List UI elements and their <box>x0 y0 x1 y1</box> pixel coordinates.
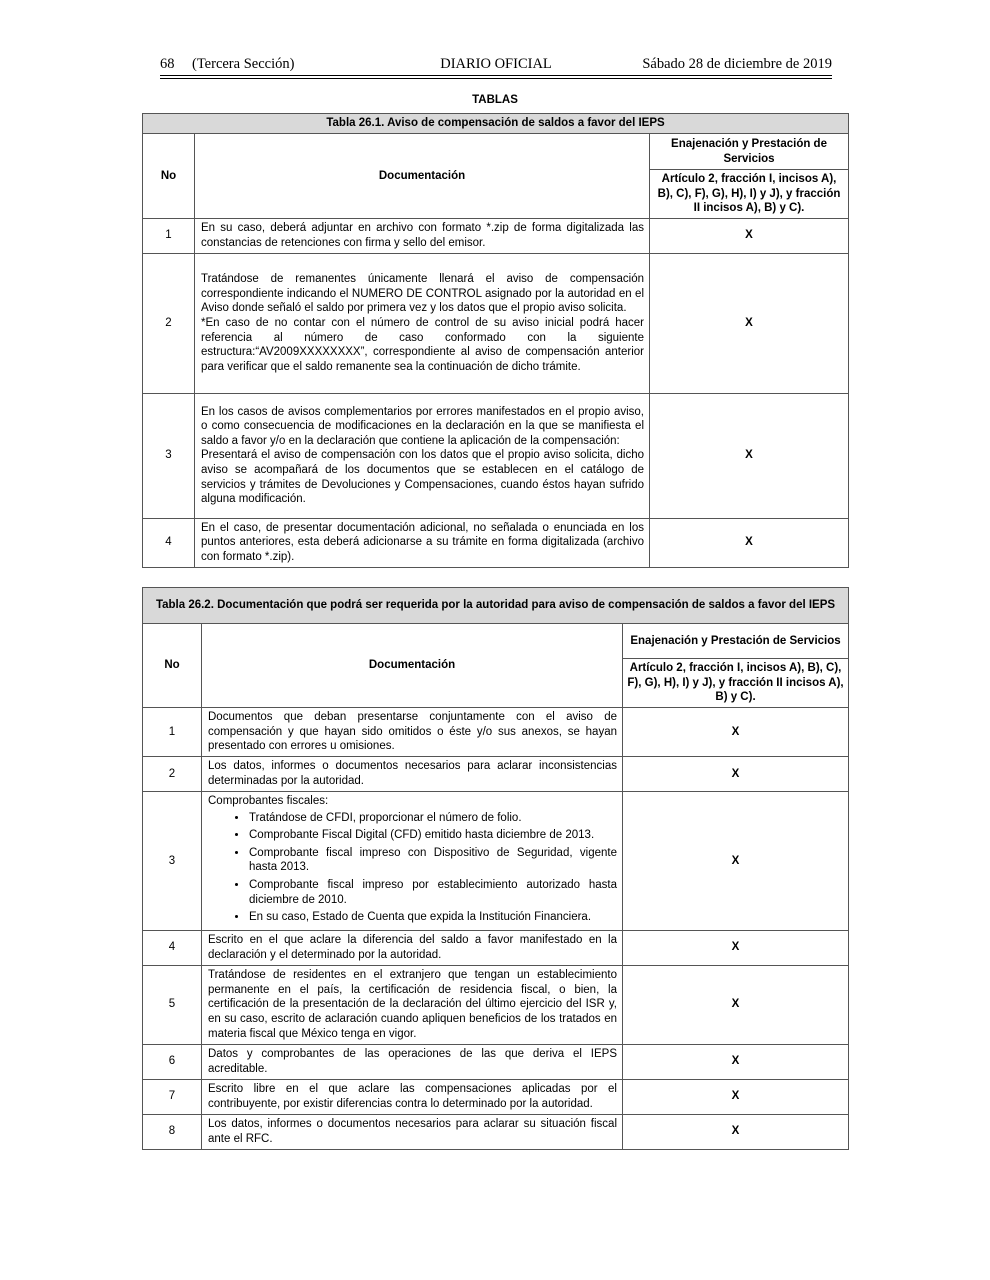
row-mark: X <box>650 518 849 567</box>
list-item: • En su caso, Estado de Cuenta que expida la Institución Financiera. <box>248 910 617 925</box>
table-26-1 <box>142 113 849 568</box>
row-documentation <box>195 253 650 393</box>
column-header-documentacion: Documentación <box>195 134 650 219</box>
row-documentation: Documentos que deban presentarse conjuntamente con el aviso de compensación y que hayan sido omitidos o éste y/o sus anexos, se hayan presentado con errores u omisiones. <box>202 708 623 757</box>
section-title: TABLAS <box>472 94 518 106</box>
table-row <box>143 708 849 757</box>
row-paragraph: Comprobantes fiscales: <box>208 795 329 807</box>
row-paragraph: *En caso de no contar con el número de control de su aviso inicial podrá hacer referencia al número de caso conformado con la siguiente estructura:“AV2009XXXXXXXX”, correspondiente al aviso de compensación anterior para verificar que el saldo remanente sea la continuación de dicho trámite. <box>201 316 644 373</box>
row-paragraph: En el caso, de presentar documentación adicional, no señalada o enunciada en los puntos anteriores, esta deberá adicionarse a su trámite en forma digitalizada (archivo con formato *.zip). <box>201 521 644 564</box>
row-number: 1 <box>143 218 195 253</box>
list-item: • Comprobante fiscal impreso por establecimiento autorizado hasta diciembre de 2010. <box>248 878 617 907</box>
row-documentation: Escrito en el que aclare la diferencia del saldo a favor manifestado en la declaración y el determinado por la autoridad. <box>202 930 623 965</box>
row-mark: X <box>650 253 849 393</box>
row-number: 2 <box>143 757 202 792</box>
header-rule-top <box>160 75 832 76</box>
row-documentation: Datos y comprobantes de las operaciones de las que deriva el IEPS acreditable. <box>202 1044 623 1079</box>
page-number: 68 <box>160 56 175 72</box>
table-caption: Tabla 26.1. Aviso de compensación de saldos a favor del IEPS <box>143 114 849 134</box>
row-mark: X <box>623 1079 849 1114</box>
row-mark: X <box>623 708 849 757</box>
row-mark: X <box>623 757 849 792</box>
row-documentation <box>195 393 650 518</box>
column-group-header: Enajenación y Prestación de Servicios <box>650 134 849 170</box>
row-documentation <box>195 218 650 253</box>
table-row <box>143 218 849 253</box>
publication-name: DIARIO OFICIAL <box>440 56 552 72</box>
list-item: • Comprobante Fiscal Digital (CFD) emitido hasta diciembre de 2013. <box>248 828 617 843</box>
page-header <box>160 56 832 76</box>
list-item: • Comprobante fiscal impreso con Dispositivo de Seguridad, vigente hasta 2013. <box>248 846 617 875</box>
column-header-no: No <box>143 134 195 219</box>
column-header-no: No <box>143 624 202 708</box>
row-number: 2 <box>143 253 195 393</box>
row-number: 3 <box>143 393 195 518</box>
row-mark: X <box>623 1114 849 1149</box>
table-row <box>143 930 849 965</box>
table-row <box>143 1044 849 1079</box>
row-number: 1 <box>143 708 202 757</box>
row-documentation: Escrito libre en el que aclare las compensaciones aplicadas por el contribuyente, por existir diferencias contra lo determinado por la autoridad. <box>202 1079 623 1114</box>
row-number: 4 <box>143 930 202 965</box>
row-documentation <box>195 518 650 567</box>
row-documentation: Tratándose de residentes en el extranjero que tengan un establecimiento permanente en el país, la certificación de residencia fiscal, o bien, la certificación de la presentación de la declaración del último ejercicio del ISR y, en su caso, escrito de aclaración cuando apliquen beneficios de los tratados en materia fiscal que México tenga en vigor. <box>202 965 623 1044</box>
row-number: 4 <box>143 518 195 567</box>
table-26-2 <box>142 587 849 1150</box>
header-rule-bottom <box>160 78 832 79</box>
column-subheader: Artículo 2, fracción I, incisos A), B), C), F), G), H), I) y J), y fracción II incisos A), B) y C). <box>623 659 849 708</box>
table-caption: Tabla 26.2. Documentación que podrá ser requerida por la autoridad para aviso de compensación de saldos a favor del IEPS <box>143 588 849 624</box>
table-row <box>143 965 849 1044</box>
list-item: • Tratándose de CFDI, proporcionar el número de folio. <box>248 811 617 826</box>
row-mark: X <box>623 930 849 965</box>
row-documentation: Los datos, informes o documentos necesarios para aclarar inconsistencias determinadas por la autoridad. <box>202 757 623 792</box>
row-mark: X <box>623 1044 849 1079</box>
row-number: 3 <box>143 792 202 931</box>
table-row <box>143 1079 849 1114</box>
column-group-header: Enajenación y Prestación de Servicios <box>623 624 849 659</box>
row-paragraph: Tratándose de remanentes únicamente llenará el aviso de compensación correspondiente indicando el NUMERO DE CONTROL asignado por la autoridad en el Aviso donde señaló el saldo por primera vez y los datos que el propio aviso solicita. <box>201 273 644 315</box>
row-paragraph: Presentará el aviso de compensación con los datos que el propio aviso solicita, dicho aviso se acompañará de los documentos que se establecen en el catálogo de servicios y trámites de Devoluciones y Compensaciones, cuando éstos hayan sufrido alguna modificación. <box>201 449 644 506</box>
row-mark: X <box>650 218 849 253</box>
row-mark: X <box>623 965 849 1044</box>
section-label: (Tercera Sección) <box>192 56 295 72</box>
row-paragraph: En su caso, deberá adjuntar en archivo con formato *.zip de forma digitalizada las constancias de retenciones con firma y sello del emisor. <box>201 222 644 249</box>
table-row <box>143 253 849 393</box>
row-paragraph: En los casos de avisos complementarios por errores manifestados en el propio aviso, o como consecuencia de modificaciones en la declaración en la que se manifiesta el saldo a favor y/o en la declaración que contiene la aplicación de la compensación: <box>201 405 644 447</box>
row-mark: X <box>623 792 849 931</box>
row-number: 7 <box>143 1079 202 1114</box>
table-row <box>143 518 849 567</box>
table-row <box>143 393 849 518</box>
column-subheader: Artículo 2, fracción I, incisos A), B), C), F), G), H), I) y J), y fracción II incisos A), B) y C). <box>650 170 849 219</box>
row-number: 5 <box>143 965 202 1044</box>
row-number: 6 <box>143 1044 202 1079</box>
table-row <box>143 792 849 931</box>
table-row <box>143 757 849 792</box>
column-header-documentacion: Documentación <box>202 624 623 708</box>
table-row <box>143 1114 849 1149</box>
row-number: 8 <box>143 1114 202 1149</box>
bullet-list <box>208 811 617 925</box>
row-mark: X <box>650 393 849 518</box>
row-documentation: Los datos, informes o documentos necesarios para aclarar su situación fiscal ante el RFC. <box>202 1114 623 1149</box>
row-documentation <box>202 792 623 931</box>
publication-date: Sábado 28 de diciembre de 2019 <box>642 56 832 72</box>
